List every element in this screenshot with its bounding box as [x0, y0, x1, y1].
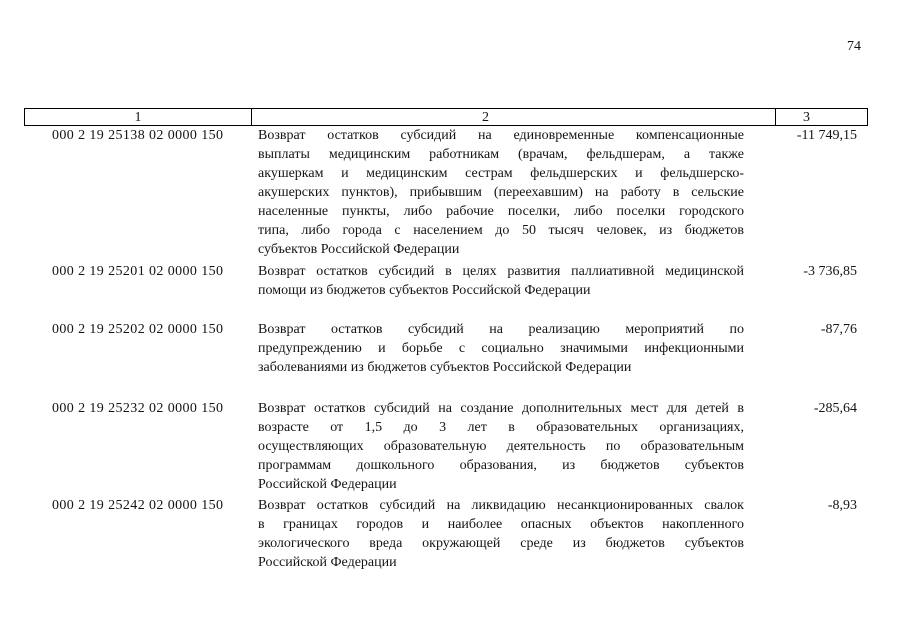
description — [258, 320, 744, 377]
description — [258, 262, 744, 300]
budget-code: 000 2 19 25201 02 0000 150 — [52, 264, 224, 279]
description-line: Возврат остатков субсидий на единовременные компенсационные — [258, 128, 744, 143]
description-line: возрасте от 1,5 до 3 лет в образовательных организациях, — [258, 420, 744, 435]
description-line: экологического вреда окружающей среде из бюджетов субъектов — [258, 536, 744, 551]
budget-code: 000 2 19 25202 02 0000 150 — [52, 322, 224, 337]
page-number: 74 — [847, 39, 861, 54]
description-line: акушеркам и медицинским сестрам фельдшерских и фельдшерско- — [258, 166, 744, 181]
amount: -11 749,15 — [796, 128, 857, 143]
header-col-3: 3 — [803, 109, 810, 125]
description — [258, 399, 744, 494]
amount: -8,93 — [827, 498, 857, 513]
description-line: предупреждению и борьбе с социально значимыми инфекционными — [258, 341, 744, 356]
description — [258, 496, 744, 572]
description-line: Возврат остатков субсидий на ликвидацию несанкционированных свалок — [258, 498, 744, 513]
header-col-2: 2 — [252, 109, 776, 125]
description-line: Возврат остатков субсидий на реализацию мероприятий по — [258, 322, 744, 337]
description-line: субъектов Российской Федерации — [258, 242, 460, 257]
header-col-1: 1 — [25, 109, 252, 125]
amount: -285,64 — [813, 401, 857, 416]
description-line: Российской Федерации — [258, 477, 397, 492]
amount: -87,76 — [820, 322, 857, 337]
description-line: Возврат остатков субсидий в целях развития паллиативной медицинской — [258, 264, 744, 279]
table-header — [24, 108, 868, 126]
description-line: населенные пункты, либо рабочие поселки, либо поселки городского — [258, 204, 744, 219]
description-line: Российской Федерации — [258, 555, 397, 570]
description-line: в границах городов и наиболее опасных объектов накопленного — [258, 517, 744, 532]
description-line: Возврат остатков субсидий на создание дополнительных мест для детей в — [258, 401, 744, 416]
description-line: заболеваниями из бюджетов субъектов Российской Федерации — [258, 360, 632, 375]
budget-code: 000 2 19 25138 02 0000 150 — [52, 128, 224, 143]
description-line: выплаты медицинским работникам (врачам, фельдшерам, а также — [258, 147, 744, 162]
description-line: типа, либо города с населением до 50 тысяч человек, из бюджетов — [258, 223, 744, 238]
description — [258, 126, 744, 259]
amount: -3 736,85 — [803, 264, 857, 279]
budget-code: 000 2 19 25242 02 0000 150 — [52, 498, 224, 513]
budget-code: 000 2 19 25232 02 0000 150 — [52, 401, 224, 416]
description-line: осуществляющих образовательную деятельность по образовательным — [258, 439, 744, 454]
description-line: программам дошкольного образования, из бюджетов субъектов — [258, 458, 744, 473]
description-line: акушерских пунктов), прибывшим (переехавшим) на работу в сельские — [258, 185, 744, 200]
description-line: помощи из бюджетов субъектов Российской Федерации — [258, 283, 591, 298]
